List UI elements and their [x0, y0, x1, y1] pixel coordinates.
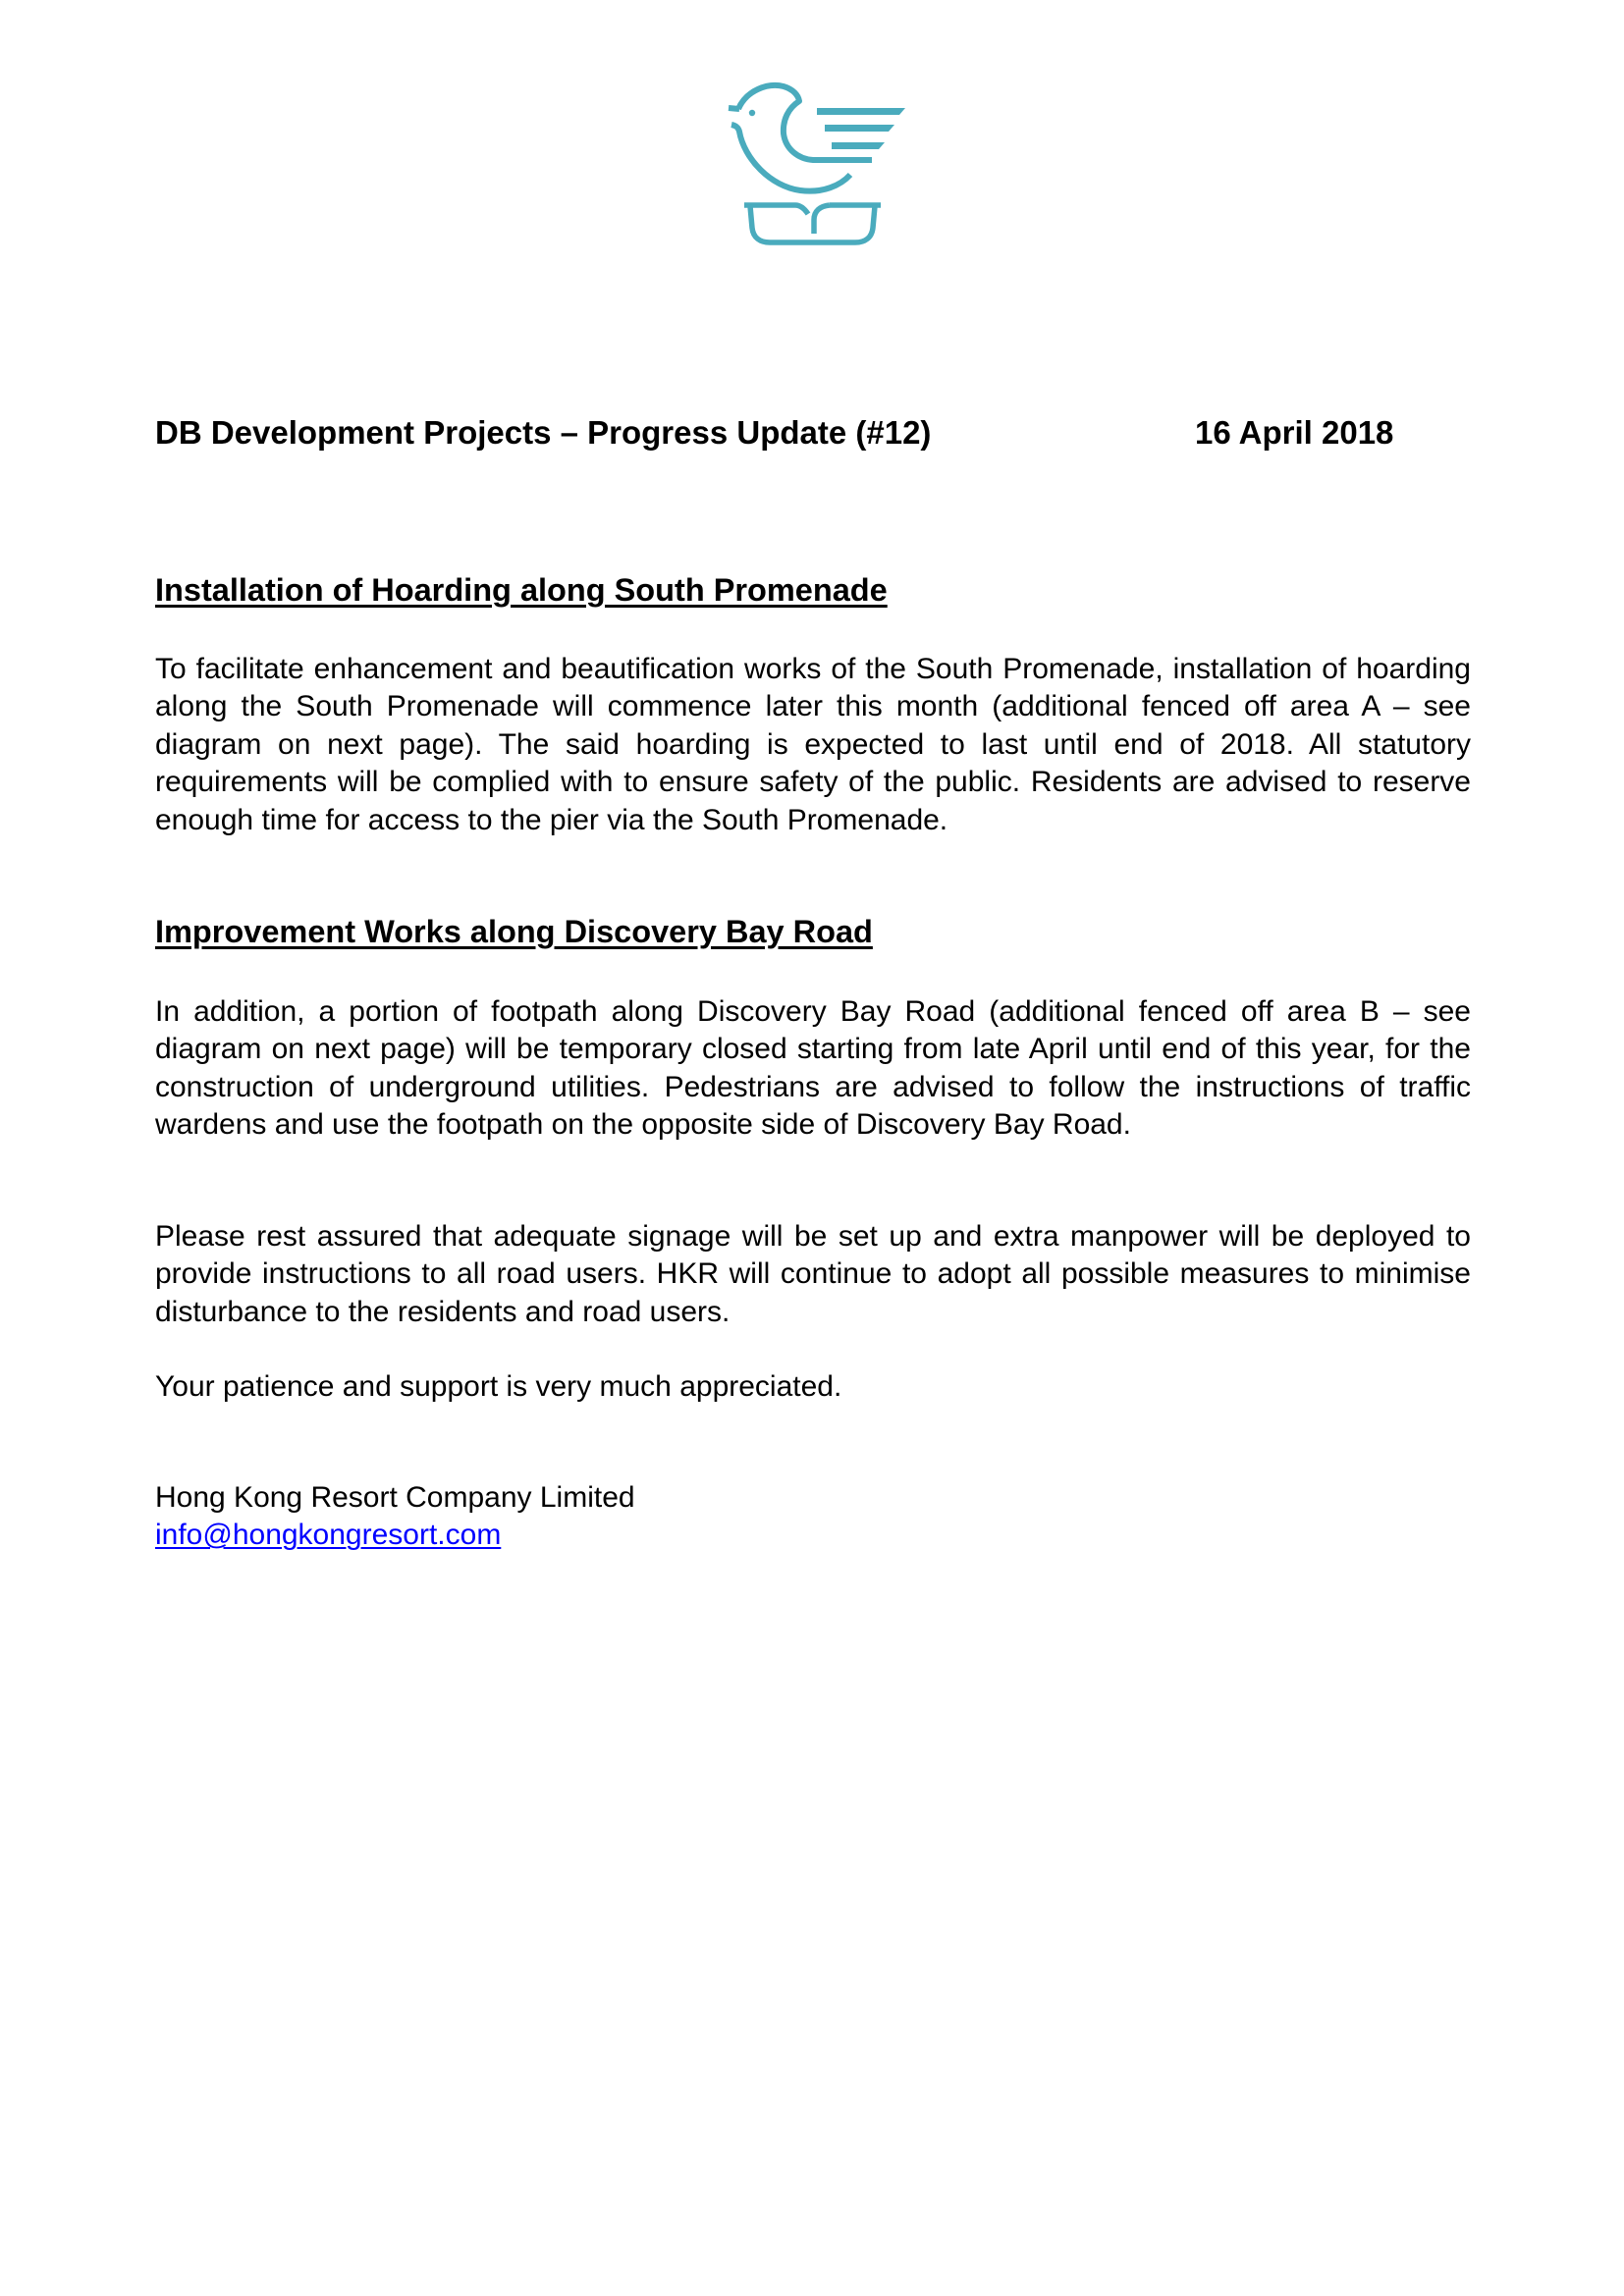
company-logo — [722, 77, 913, 255]
book-spine — [814, 205, 830, 234]
section-heading-road-improvement: Improvement Works along Discovery Bay Road — [155, 914, 873, 949]
signature-company: Hong Kong Resort Company Limited — [155, 1481, 635, 1514]
dove-on-book-logo-icon — [722, 77, 913, 255]
section-paragraph-footpath-closure: In addition, a portion of footpath along Discovery Bay Road (additional fenced off area B – see diagram on next page) will be temporary closed starting from late April until end of this year, for the construction of underground utilities. Pedestrians are advised to follow the instructions of traffic wardens and use the footpath on the opposite side of Discovery Bay Road. — [155, 995, 1471, 1142]
bird-beak — [729, 108, 739, 109]
bird-eye — [749, 110, 755, 116]
wing-feather-2 — [825, 125, 894, 132]
document-title: DB Development Projects – Progress Update (#12) — [155, 414, 932, 451]
wing-feather-3 — [832, 142, 885, 149]
document-date: 16 April 2018 — [1195, 414, 1394, 451]
closing-remark: Your patience and support is very much appreciated. — [155, 1370, 842, 1403]
section-heading-hoarding: Installation of Hoarding along South Promenade — [155, 572, 888, 608]
email-link[interactable]: info@hongkongresort.com — [155, 1519, 502, 1551]
wing-feather-1 — [817, 108, 905, 115]
section-paragraph-hoarding: To facilitate enhancement and beautification works of the South Promenade, installation of hoarding along the South Promenade will commence later this month (additional fenced off area A – see diagram on next page). The said hoarding is expected to last until end of 2018. All statutory requirements will be complied with to ensure safety of the public. Residents are advised to reserve enough time for access to the pier via the South Promenade. — [155, 653, 1471, 836]
section-paragraph-signage: Please rest assured that adequate signage will be set up and extra manpower will be deployed to provide instructions to all road users. HKR will continue to adopt all possible measures to minimise disturbance to the residents and road users. — [155, 1220, 1471, 1328]
signature-email-line — [155, 1517, 501, 1554]
document-header — [155, 411, 1422, 454]
